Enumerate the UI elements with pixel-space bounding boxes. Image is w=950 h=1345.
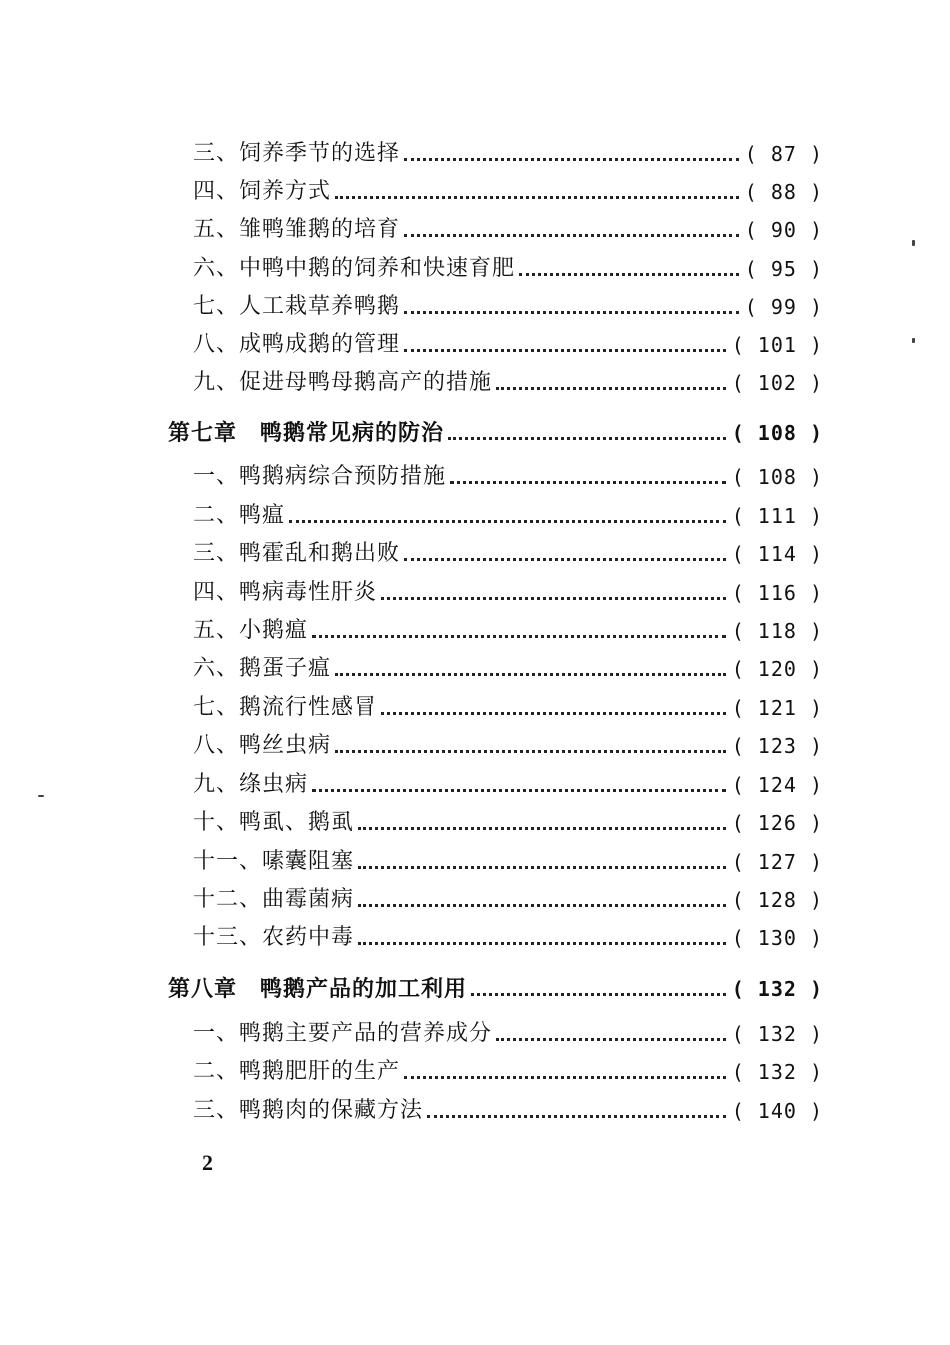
toc-entry-title: 七、鹅流行性感冒 [193, 695, 378, 720]
dot-leader [404, 558, 726, 561]
dot-leader [448, 437, 726, 440]
toc-section-row [193, 252, 823, 286]
toc-entry-page: ( 101 ) [731, 333, 823, 357]
toc-entry-title: 三、鸭鹅肉的保藏方法 [193, 1098, 424, 1123]
toc-section-row [193, 328, 823, 362]
dot-leader [312, 789, 726, 792]
toc-entry-title: 七、人工栽草养鸭鹅 [193, 294, 401, 319]
toc-section-row [193, 213, 823, 247]
toc-section-row [193, 691, 823, 725]
dot-leader [335, 673, 726, 676]
toc-entry-page: ( 120 ) [731, 657, 823, 681]
scan-speck [912, 240, 915, 246]
toc-section-row [193, 921, 823, 955]
toc-entry-page: ( 140 ) [731, 1099, 823, 1123]
dot-leader [404, 311, 739, 314]
toc-entry-title: 六、鹅蛋子瘟 [193, 656, 332, 681]
toc-section-row [193, 499, 823, 533]
toc-section-row [193, 576, 823, 610]
dot-leader [335, 750, 726, 753]
dot-leader [404, 158, 739, 161]
dot-leader [496, 1038, 726, 1041]
toc-entry-page: ( 121 ) [731, 696, 823, 720]
toc-entry-page: ( 87 ) [744, 142, 823, 166]
toc-chapter-row [168, 416, 823, 450]
scan-speck [38, 795, 44, 797]
toc-section-row [193, 729, 823, 763]
toc-section-row [193, 652, 823, 686]
toc-entry-title: 四、饲养方式 [193, 179, 332, 204]
toc-entry-page: ( 116 ) [731, 581, 823, 605]
toc-entry-title: 八、成鸭成鹅的管理 [193, 332, 401, 357]
toc-entry-title: 二、鸭鹅肥肝的生产 [193, 1059, 401, 1084]
toc-entry-page: ( 88 ) [744, 180, 823, 204]
toc-entry-page: ( 123 ) [731, 734, 823, 758]
toc-entry-page: ( 126 ) [731, 811, 823, 835]
toc-entry-title: 五、雏鸭雏鹅的培育 [193, 217, 401, 242]
dot-leader [312, 635, 726, 638]
toc-section-row [193, 366, 823, 400]
dot-leader [471, 993, 726, 996]
toc-entry-title: 三、鸭霍乱和鹅出败 [193, 541, 401, 566]
dot-leader [404, 1076, 726, 1079]
toc-section-row [193, 883, 823, 917]
toc-entry-page: ( 132 ) [731, 1060, 823, 1084]
dot-leader [358, 827, 726, 830]
dot-leader [289, 520, 726, 523]
dot-leader [427, 1115, 726, 1118]
toc-entry-page: ( 118 ) [731, 619, 823, 643]
toc-entry-page: ( 132 ) [731, 977, 823, 1001]
toc-entry-title: 第七章 鸭鹅常见病的防治 [168, 420, 445, 446]
toc-entry-page: ( 132 ) [731, 1022, 823, 1046]
toc-entry-page: ( 130 ) [731, 926, 823, 950]
toc-entry-page: ( 111 ) [731, 504, 823, 528]
dot-leader [358, 942, 726, 945]
toc-section-row [193, 614, 823, 648]
toc-entry-title: 四、鸭病毒性肝炎 [193, 580, 378, 605]
dot-leader [381, 712, 726, 715]
toc-section-row [193, 537, 823, 571]
toc-section-row [193, 1094, 823, 1128]
toc-entry-title: 第八章 鸭鹅产品的加工利用 [168, 976, 468, 1002]
toc-entry-title: 十一、嗉囊阻塞 [193, 849, 355, 874]
toc-entry-title: 一、鸭鹅病综合预防措施 [193, 464, 447, 489]
toc-entry-title: 一、鸭鹅主要产品的营养成分 [193, 1021, 493, 1046]
toc-entry-page: ( 124 ) [731, 773, 823, 797]
toc-section-row [193, 137, 823, 171]
page-number: 2 [202, 1150, 213, 1175]
dot-leader [381, 597, 726, 600]
toc-entry-title: 三、饲养季节的选择 [193, 141, 401, 166]
toc-section-row [193, 845, 823, 879]
toc-entry-title: 六、中鸭中鹅的饲养和快速育肥 [193, 256, 516, 281]
toc-section-row [193, 175, 823, 209]
toc-entry-title: 二、鸭瘟 [193, 503, 286, 528]
toc-entry-title: 九、促进母鸭母鹅高产的措施 [193, 370, 493, 395]
toc-section-row [193, 806, 823, 840]
toc-entry-page: ( 108 ) [731, 421, 823, 445]
toc-entry-page: ( 95 ) [744, 257, 823, 281]
toc-entry-title: 八、鸭丝虫病 [193, 733, 332, 758]
toc-section-row [193, 768, 823, 802]
toc-entry-title: 十三、农药中毒 [193, 925, 355, 950]
toc-entry-title: 五、小鹅瘟 [193, 618, 309, 643]
dot-leader [358, 866, 726, 869]
toc-entry-title: 九、绦虫病 [193, 772, 309, 797]
toc-entry-page: ( 114 ) [731, 542, 823, 566]
dot-leader [335, 196, 739, 199]
toc-section-row [193, 460, 823, 494]
toc-entry-page: ( 128 ) [731, 888, 823, 912]
toc-entry-page: ( 127 ) [731, 850, 823, 874]
dot-leader [496, 387, 726, 390]
toc-section-row [193, 1055, 823, 1089]
toc-entry-page: ( 90 ) [744, 218, 823, 242]
toc-entry-page: ( 102 ) [731, 371, 823, 395]
toc-section-row [193, 1017, 823, 1051]
dot-leader [358, 904, 726, 907]
scan-speck [912, 338, 915, 343]
toc-section-row [193, 290, 823, 324]
toc-entry-title: 十、鸭虱、鹅虱 [193, 810, 355, 835]
toc-chapter-row [168, 972, 823, 1006]
toc-entry-page: ( 108 ) [731, 465, 823, 489]
dot-leader [450, 481, 726, 484]
toc-entry-title: 十二、曲霉菌病 [193, 887, 355, 912]
toc-entry-page: ( 99 ) [744, 295, 823, 319]
dot-leader [404, 349, 726, 352]
dot-leader [519, 273, 739, 276]
dot-leader [404, 234, 739, 237]
